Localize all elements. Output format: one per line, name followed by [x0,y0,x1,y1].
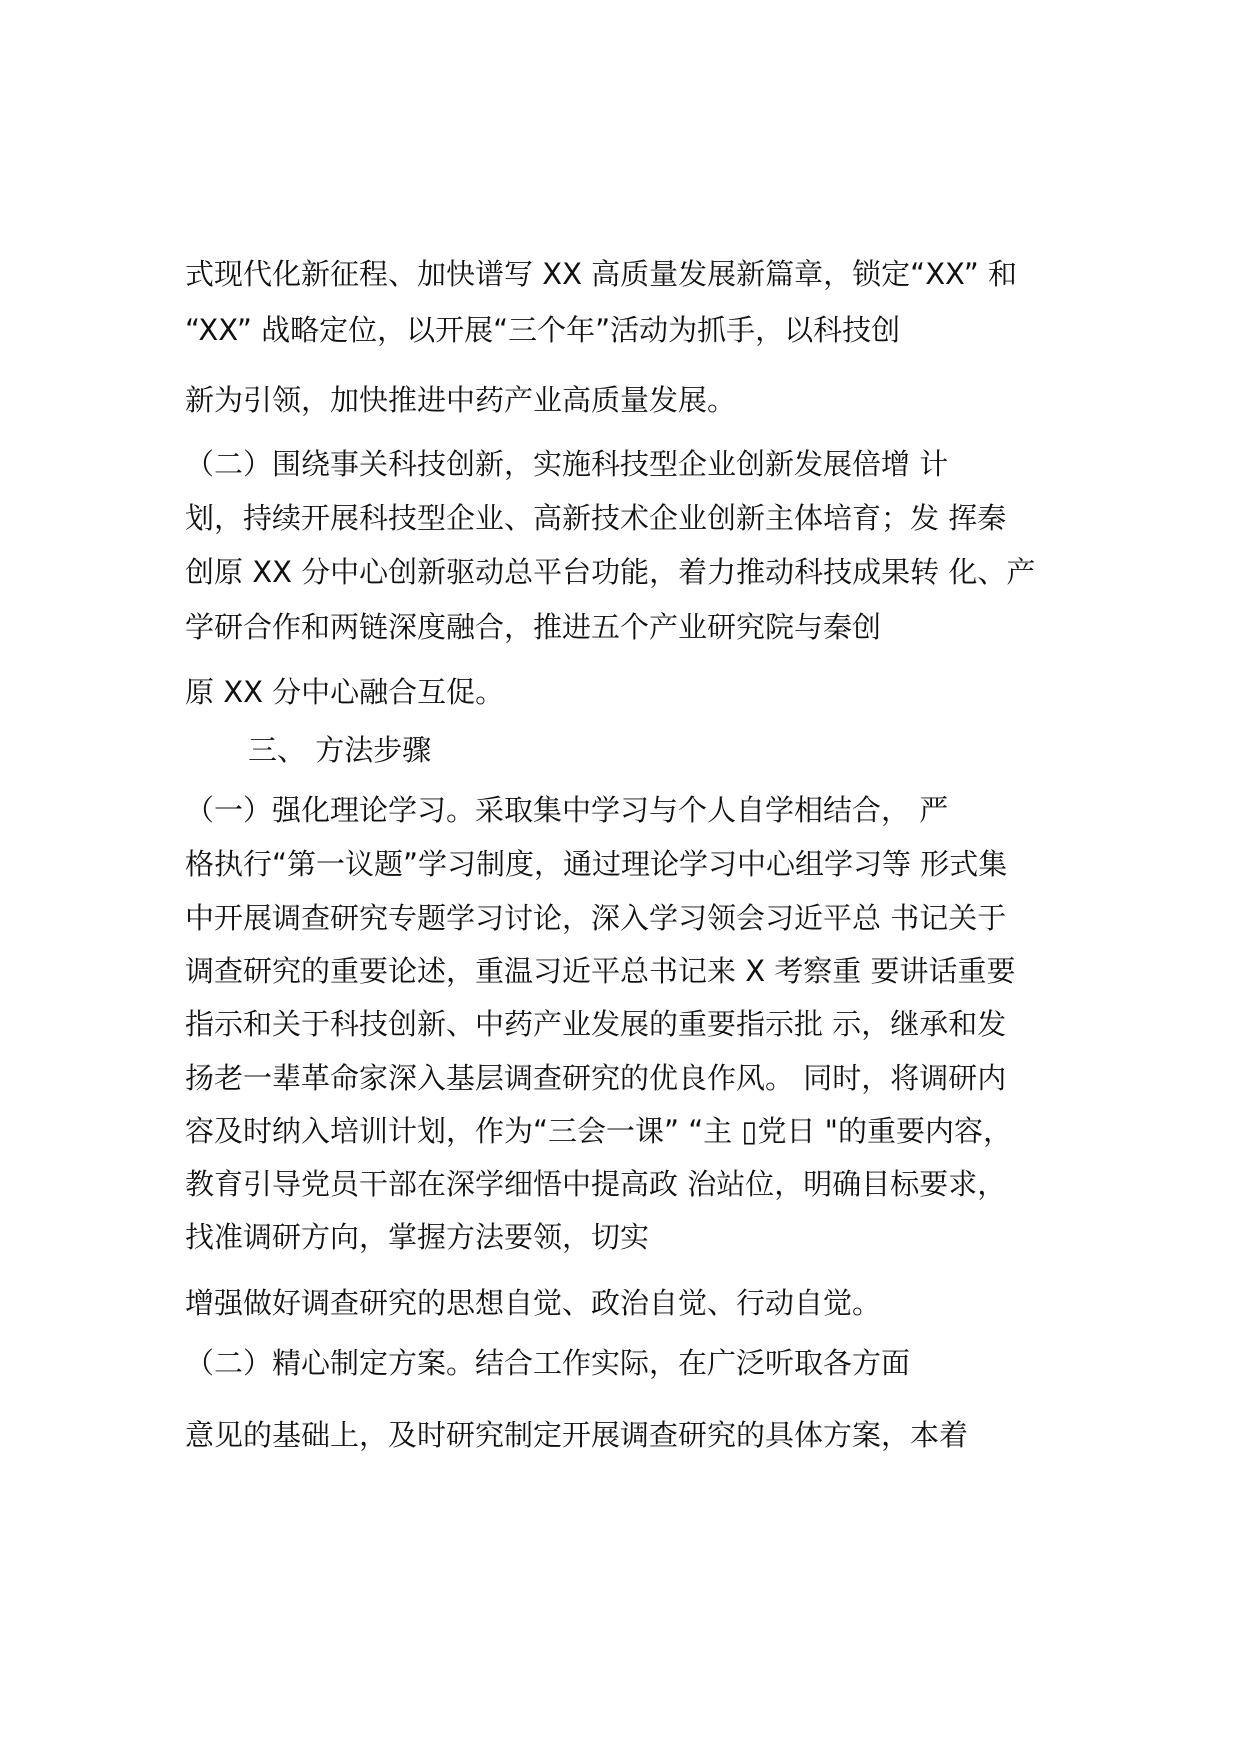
text-line: 式现代化新征程、加快谱写 XX 高质量发展新篇章，锁定“XX” 和 [185,257,1017,291]
text-line: 增强做好调查研究的思想自觉、政治自觉、行动自觉。 [185,1286,882,1320]
text-line: “XX” 战略定位，以开展“三个年”活动为抓手，以科技创 [185,313,901,347]
text-line: （一）强化理论学习。采取集中学习与个人自学相结合， 严 [185,793,949,827]
text-line: 学研合作和两链深度融合，推进五个产业研究院与秦创 [185,610,882,644]
text-line: 教育引导党员干部在深学细悟中提高政 治站位，明确目标要求， [185,1167,1007,1201]
text-line: 找准调研方向，掌握方法要领，切实 [185,1220,650,1254]
text-line: 容及时纳入培训计划，作为“三会一课” “主 ▯党日 "的重要内容， [185,1114,1013,1148]
text-line: （二）围绕事关科技创新，实施科技型企业创新发展倍增 计 [185,447,949,481]
text-line: 扬老一辈革命家深入基层调查研究的优良作风。 同时，将调研内 [185,1061,1007,1095]
text-line: 意见的基础上，及时研究制定开展调查研究的具体方案，本着 [185,1418,969,1452]
section-heading: 三、 方法步骤 [248,733,432,767]
text-line: 指示和关于科技创新、中药产业发展的重要指示批 示，继承和发 [185,1007,1007,1041]
text-line: 新为引领，加快推进中药产业高质量发展。 [185,383,737,417]
text-line: 中开展调查研究专题学习讨论，深入学习领会习近平总 书记关于 [185,901,1007,935]
text-line: 原 XX 分中心融合互促。 [185,675,505,709]
text-line: 格执行“第一议题”学习制度，通过理论学习中心组学习等 形式集 [185,847,1008,881]
text-line: 划，持续开展科技型企业、高新技术企业创新主体培育；发 挥秦 [185,501,1007,535]
text-line: 调查研究的重要论述，重温习近平总书记来 X 考察重 要讲话重要 [185,954,1016,988]
text-line: （二）精心制定方案。结合工作实际，在广泛听取各方面 [185,1346,911,1380]
text-line: 创原 XX 分中心创新驱动总平台功能，着力推动科技成果转 化、产 [185,555,1036,589]
